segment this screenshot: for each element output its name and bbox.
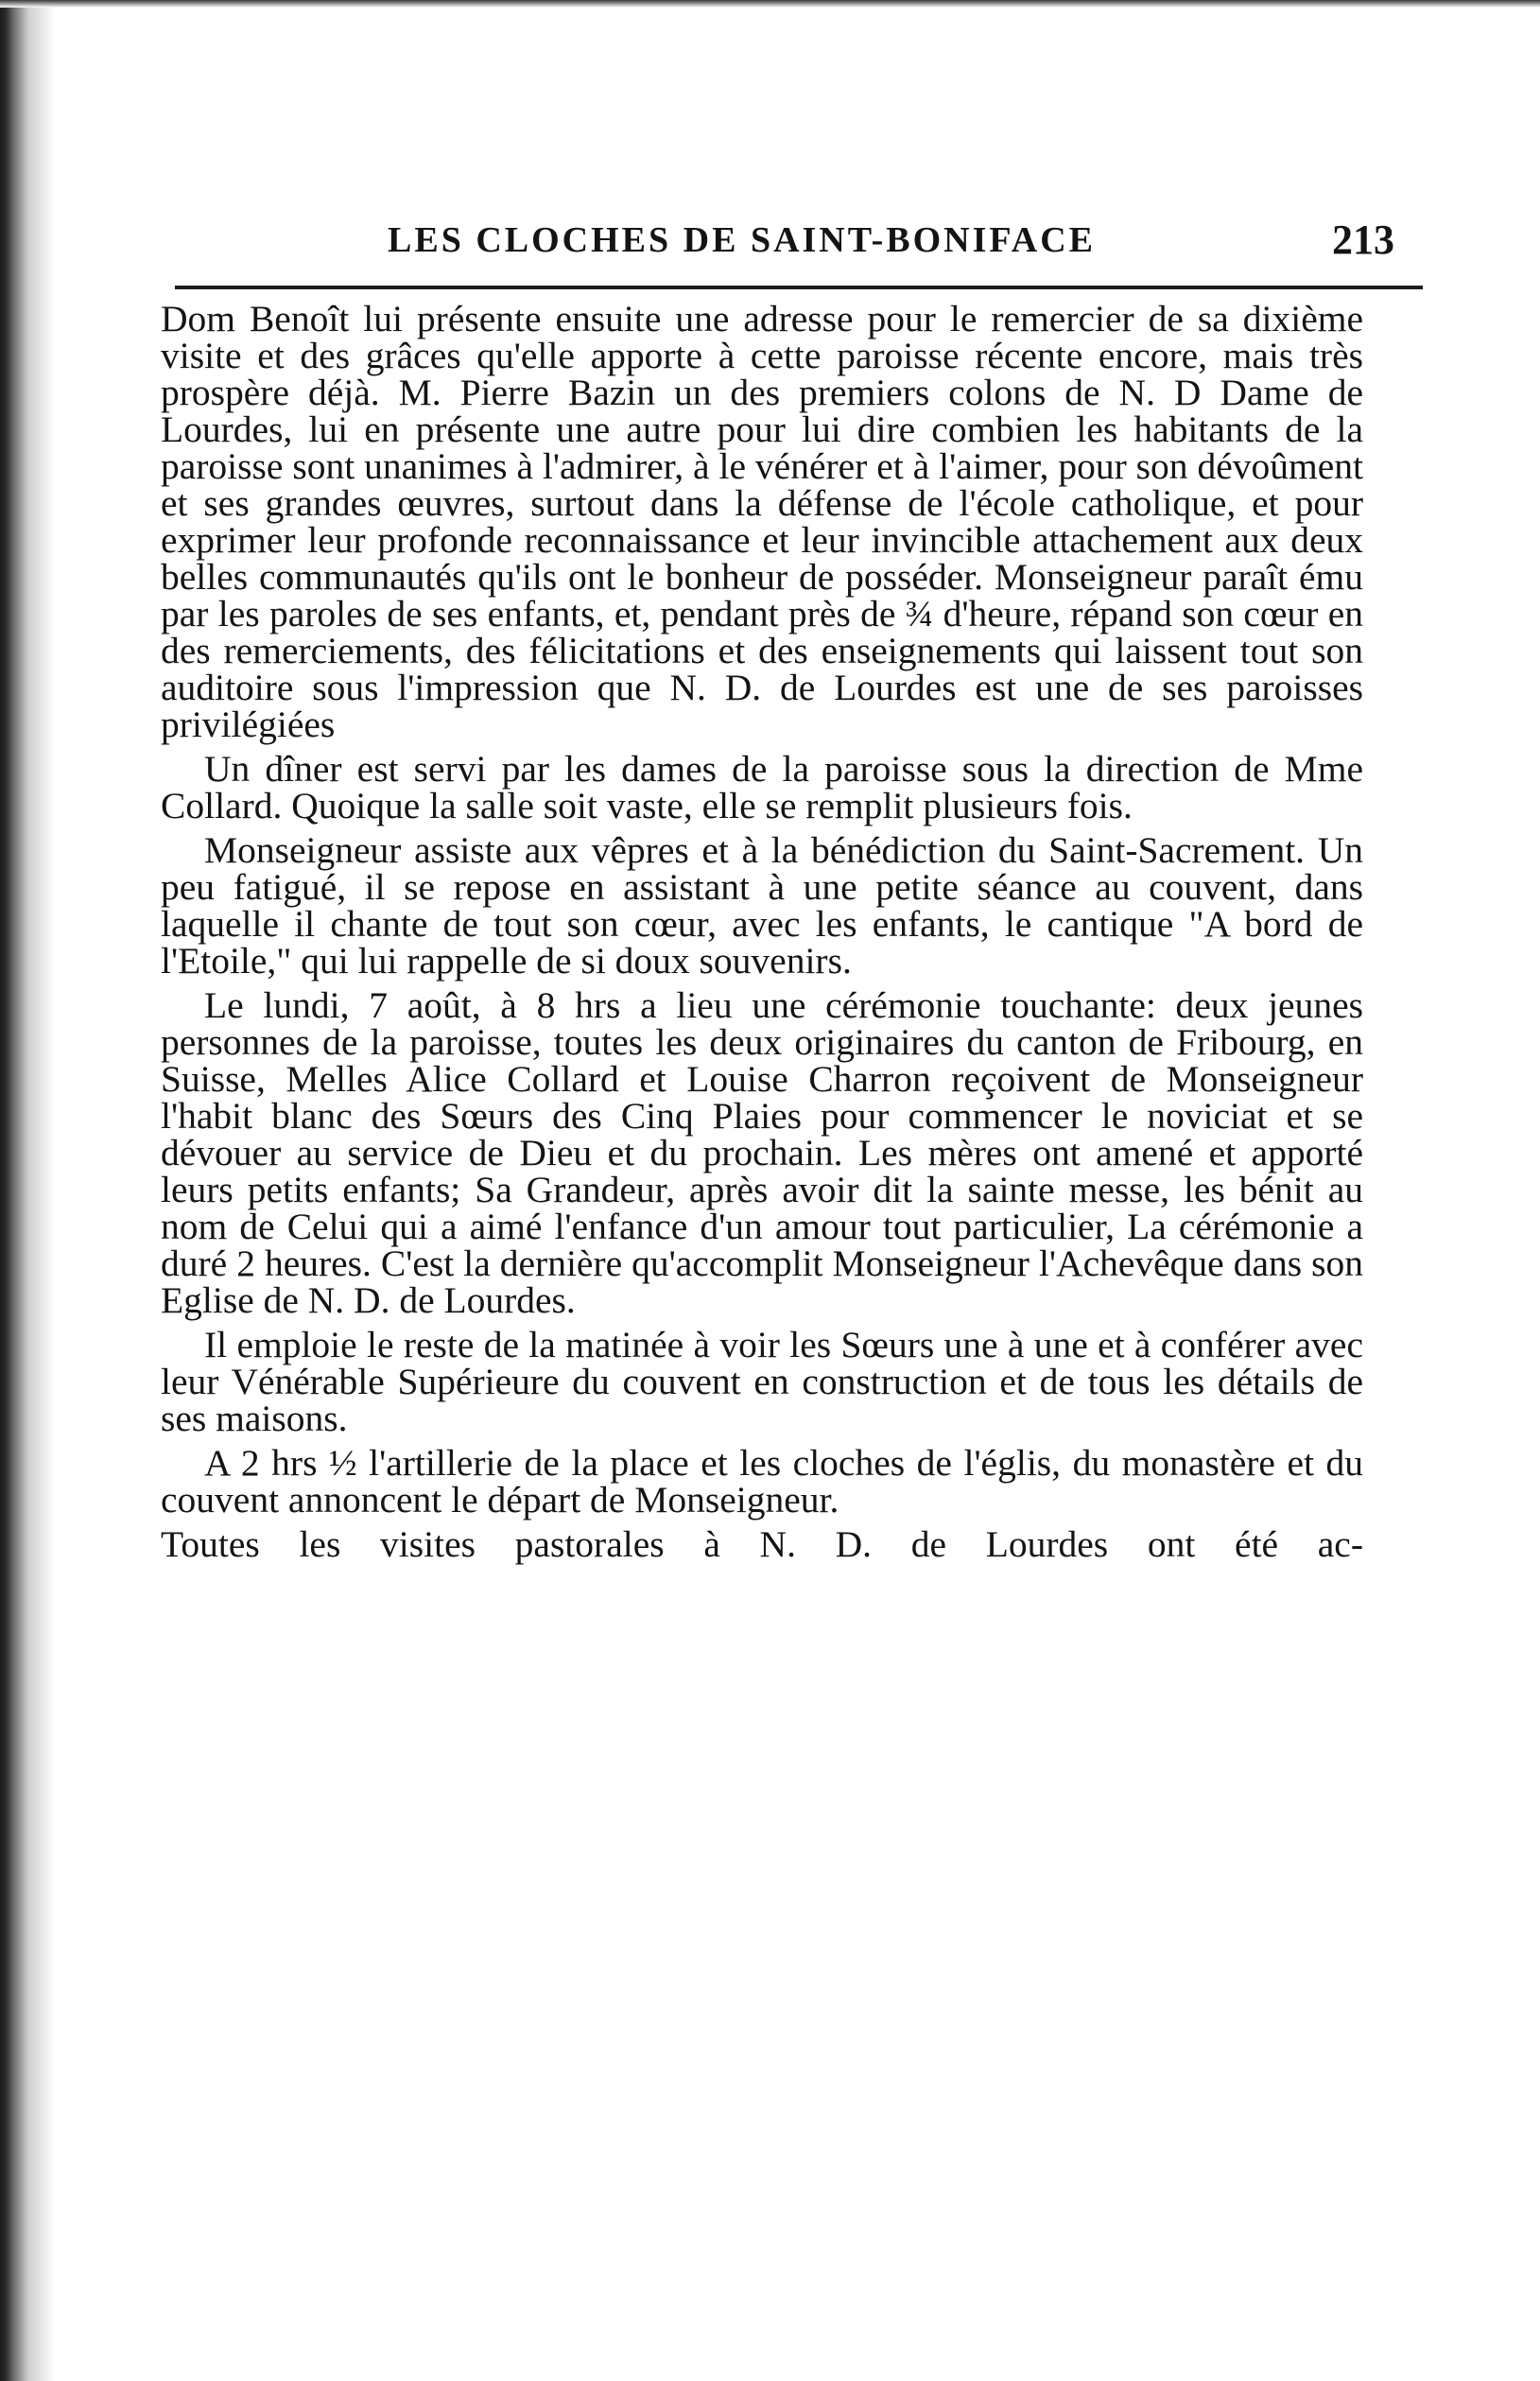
binding-shadow [0,0,55,2381]
paragraph-3: Monseigneur assiste aux vêpres et à la bénédiction du Saint-Sacrement. Un peu fatigué, il se repose en assistant à une petite séance au couvent, dans laquelle il chante de tout son cœur, avec les enfants, le cantique "A bord de l'Etoile," qui lui rappelle de si doux souvenirs. [161,829,1363,982]
paragraph-6: A 2 hrs ½ l'artillerie de la place et les cloches de l'églis, du monastère et du couvent annoncent le départ de Monseigneur. [161,1442,1363,1521]
running-head [175,216,1394,272]
top-edge-shadow [0,0,1540,8]
paragraph-1: Dom Benoît lui présente ensuite une adresse pour le remercier de sa dixième visite et des grâces qu'elle apporte à cette paroisse récente encore, mais très prospère déjà. M. Pierre Bazin un des premiers colons de N. D Dame de Lourdes, lui en présente une autre pour lui dire combien les habitants de la paroisse sont unanimes à l'admirer, à le vénérer et à l'aimer, pour son dévoûment et ses grandes œuvres, surtout dans la défense de l'école catholique, et pour exprimer leur profonde reconnaissance et leur invincible attachement aux deux belles communautés qu'ils ont le bonheur de posséder. Monseigneur paraît ému par les paroles de ses enfants, et, pendant près de ¾ d'heure, répand son cœur en des remerciements, des félicitations et des enseignements qui laissent tout son auditoire sous l'impression que N. D. de Lourdes est une de ses paroisses privilégiées [161,298,1363,745]
paragraph-2: Un dîner est servi par les dames de la paroisse sous la direction de Mme Collard. Quoique la salle soit vaste, elle se remplit plusieurs fois. [161,748,1363,826]
page-number: 213 [1332,217,1394,263]
header-rule [175,286,1423,289]
paragraph-7: Toutes les visites pastorales à N. D. de Lourdes ont été ac- [161,1523,1363,1565]
paragraph-4: Le lundi, 7 août, à 8 hrs a lieu une cérémonie touchante: deux jeunes personnes de la paroisse, toutes les deux originaires du canton de Fribourg, en Suisse, Melles Alice Collard et Louise Charron reçoivent de Monseigneur l'habit blanc des Sœurs des Cinq Plaies pour commencer le noviciat et se dévouer au service de Dieu et du prochain. Les mères ont amené et apporté leurs petits enfants; Sa Grandeur, après avoir dit la sainte messe, les bénit au nom de Celui qui a aimé l'enfance d'un amour tout particulier, La cérémonie a duré 2 heures. C'est la dernière qu'accomplit Monseigneur l'Achevêque dans son Eglise de N. D. de Lourdes. [161,984,1363,1321]
text-body [161,298,1363,1571]
running-title: LES CLOCHES DE SAINT-BONIFACE [388,220,1097,260]
paragraph-5: Il emploie le reste de la matinée à voir les Sœurs une à une et à conférer avec leur Vénérable Supérieure du couvent en construction et de tous les détails de ses maisons. [161,1324,1363,1439]
